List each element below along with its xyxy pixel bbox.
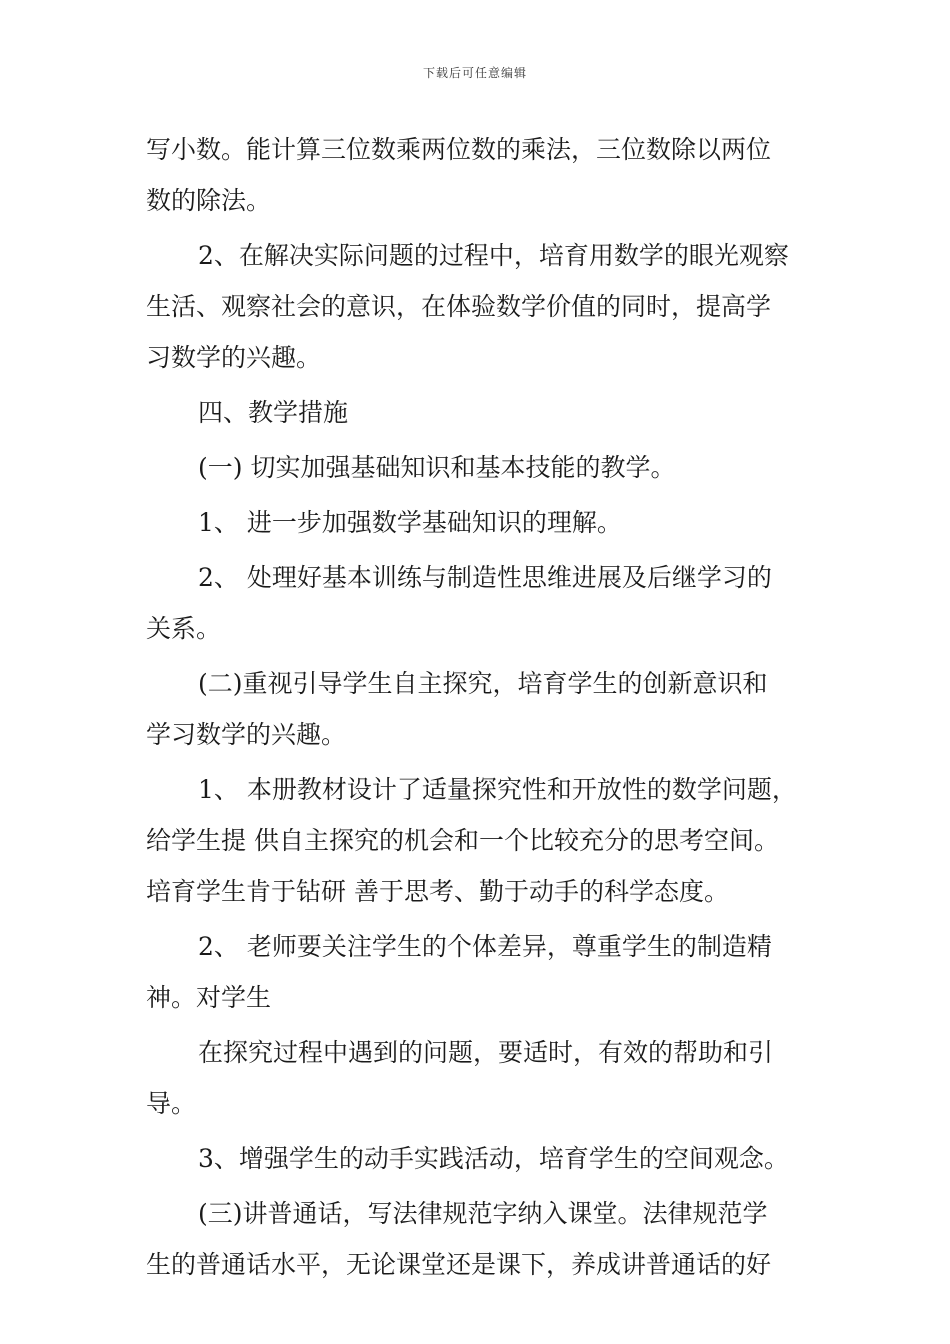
paragraph-continuation	[146, 1027, 816, 1129]
page-header: 下载后可任意编辑	[422, 66, 527, 80]
paragraph-line: 生的普通话水平，无论课堂还是课下，养成讲普通话的好	[146, 1250, 772, 1279]
paragraph-line: 习数学的兴趣。	[146, 343, 322, 372]
list-item	[146, 552, 816, 654]
list-item	[146, 497, 816, 548]
paragraph-line: 培育学生肯于钻研 善于思考、勤于动手的科学态度。	[146, 877, 729, 906]
paragraph-line: 关系。	[146, 614, 222, 643]
section-heading	[146, 387, 816, 438]
paragraph-line: 在探究过程中遇到的问题，要适时，有效的帮助和引	[198, 1038, 774, 1067]
paragraph-line: 2、在解决实际问题的过程中，培育用数学的眼光观察	[198, 241, 789, 270]
paragraph-line: 写小数。能计算三位数乘两位数的乘法，三位数除以两位	[146, 135, 772, 164]
heading-text: (二)重视引导学生自主探究，培育学生的创新意识和	[198, 669, 768, 698]
subsection-heading-1	[146, 442, 816, 493]
paragraph-1	[146, 124, 816, 226]
paragraph-line: 数的除法。	[146, 186, 272, 215]
paragraph-line: 1、 进一步加强数学基础知识的理解。	[198, 508, 622, 537]
list-item	[146, 921, 816, 1023]
paragraph-line: 给学生提 供自主探究的机会和一个比较充分的思考空间。	[146, 826, 779, 855]
heading-text: 学习数学的兴趣。	[146, 720, 347, 749]
paragraph-line: 生活、观察社会的意识，在体验数学价值的同时，提高学	[146, 292, 772, 321]
subsection-heading-3	[146, 1188, 816, 1290]
subsection-heading-2	[146, 658, 816, 760]
list-item	[146, 764, 816, 917]
paragraph-line: 2、 老师要关注学生的个体差异，尊重学生的制造精	[198, 932, 772, 961]
paragraph-line: 1、 本册教材设计了适量探究性和开放性的数学问题，	[198, 775, 797, 804]
paragraph-line: 导。	[146, 1089, 197, 1118]
document-body	[146, 124, 816, 1294]
list-item	[146, 1133, 816, 1184]
paragraph-2	[146, 230, 816, 383]
paragraph-line: 神。对学生	[146, 983, 272, 1012]
heading-text: (三)讲普通话，写法律规范字纳入课堂。法律规范学	[198, 1199, 768, 1228]
heading-text: (一) 切实加强基础知识和基本技能的教学。	[198, 453, 676, 482]
heading-text: 四、教学措施	[198, 398, 349, 427]
paragraph-line: 2、 处理好基本训练与制造性思维进展及后继学习的	[198, 563, 772, 592]
paragraph-line: 3、增强学生的动手实践活动，培育学生的空间观念。	[198, 1144, 789, 1173]
